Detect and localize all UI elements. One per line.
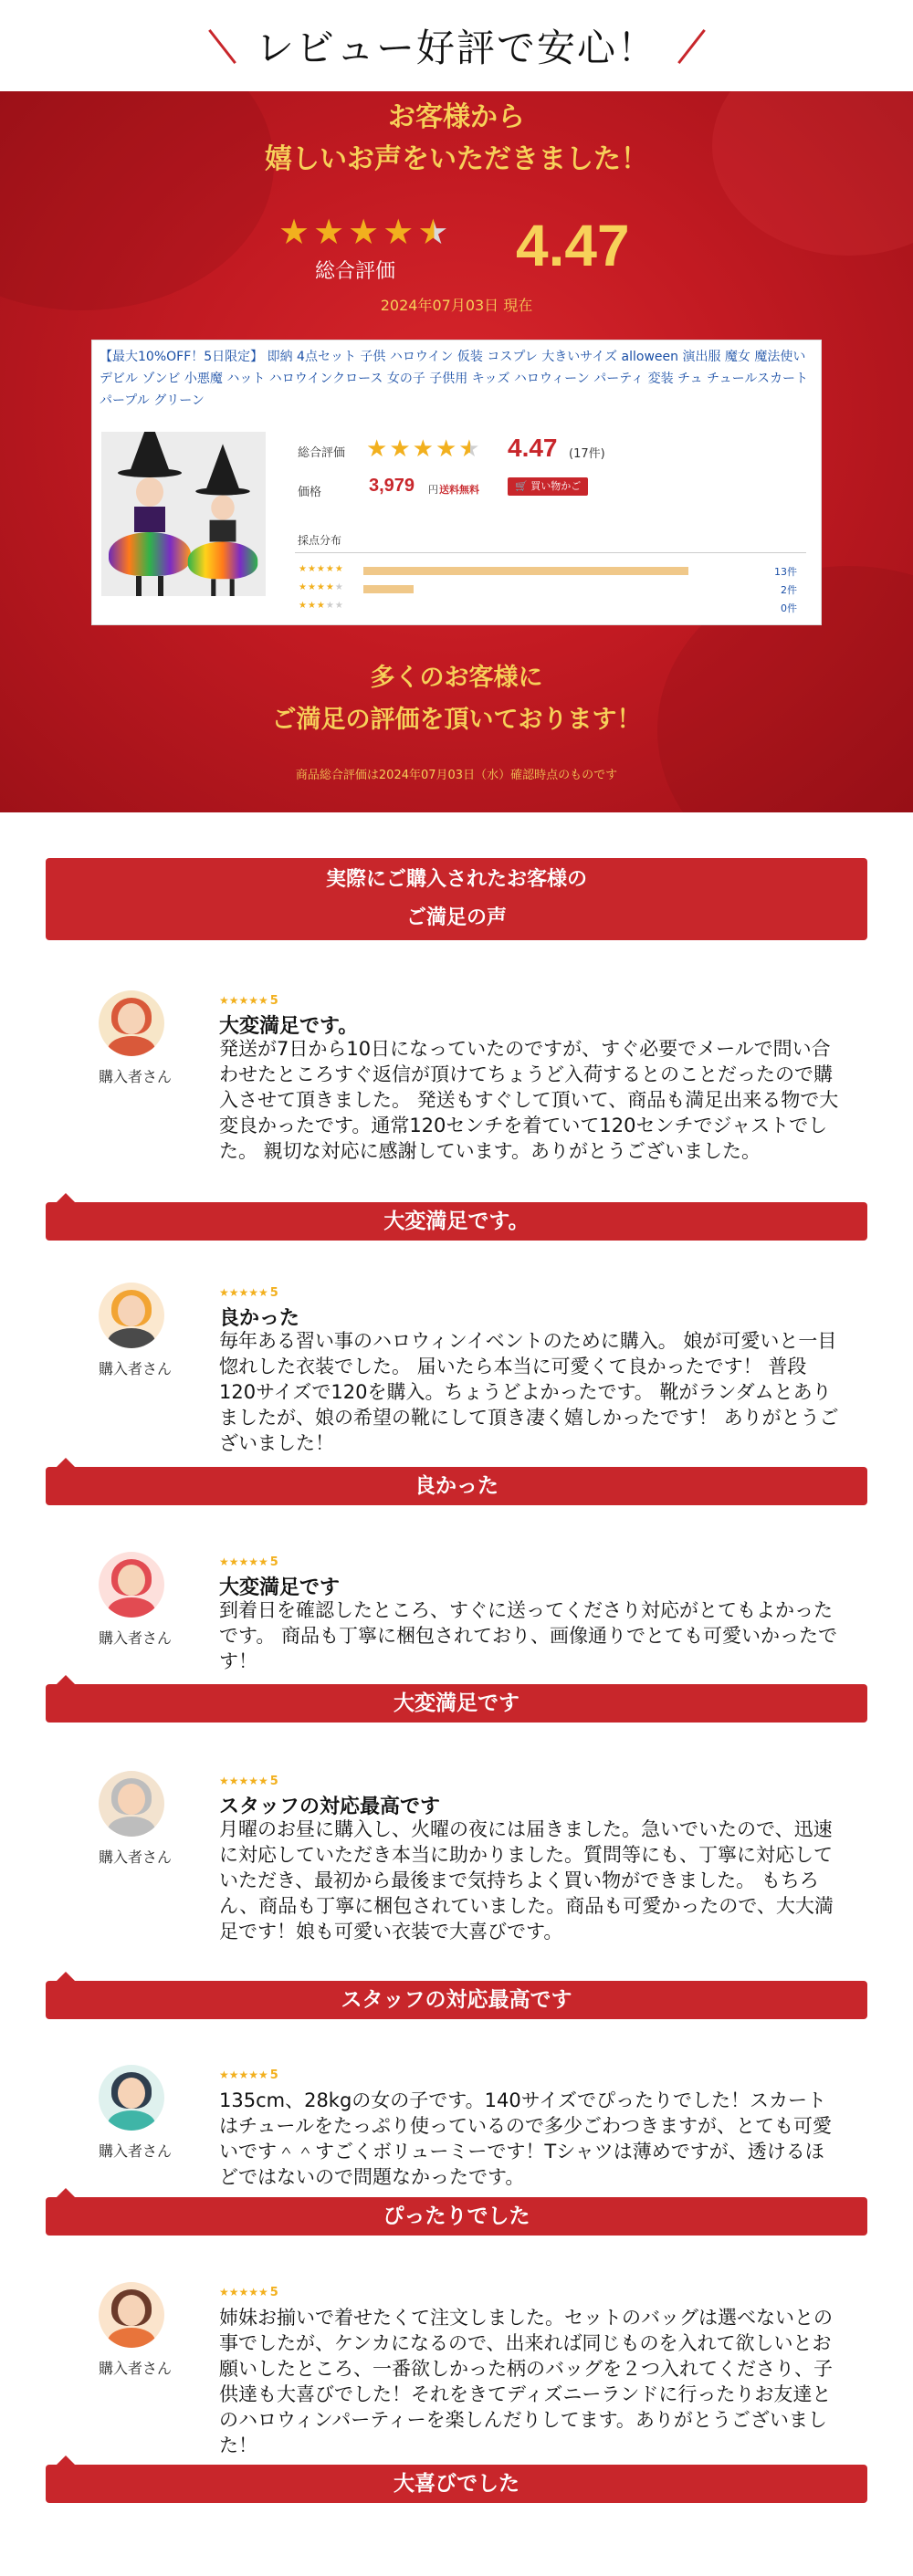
distribution-stars: ★★★★★ bbox=[299, 564, 344, 574]
distribution-count[interactable]: 2件 bbox=[781, 584, 797, 596]
review-summary-banner: 良かった bbox=[46, 1467, 867, 1505]
distribution-count[interactable]: 0件 bbox=[781, 602, 797, 614]
product-title-link[interactable]: 【最大10%OFF！5日限定】 即納 4点セット 子供 ハロウイン 仮装 コスプレ 大きいサイズ alloween 演出服 魔女 魔法使い デビル ゾンビ 小悪魔 ハット ハロウインクロース 女の子 子供用 キッズ ハロウィーン パーティ 変装 チュ チュールスカート パープル グリーン bbox=[100, 350, 808, 408]
star-icon: ★ bbox=[348, 212, 380, 252]
half-star-icon: ★ bbox=[417, 212, 449, 252]
review-body: 発送が7日から10日になっていたのですが、すぐ必要でメールで問い合わせたところすぐ返信が頂けてちょうど入荷するとのことだったので購入させて頂きました。 発送もすぐして頂いて、商品も満足出来る物で大変良かったです。通常120センチを着ていて120センチでジャストでした。 親切な対応に感謝しています。ありがとうございました。 bbox=[219, 1038, 839, 1162]
avatar-icon bbox=[99, 2282, 164, 2348]
section-header bbox=[0, 0, 913, 91]
review-rating-value: 5 bbox=[269, 1555, 278, 1569]
intro-line-1: 実際にご購入されたお客様の bbox=[325, 868, 587, 891]
overall-rating-stars bbox=[278, 212, 449, 252]
decor-slash-right bbox=[677, 29, 706, 64]
review-rating bbox=[219, 1555, 278, 1569]
review-rating bbox=[219, 994, 278, 1008]
product-rating-value: 4.47 bbox=[508, 434, 558, 462]
star-icon: ★★★★★ bbox=[219, 1286, 268, 1299]
review-rating bbox=[219, 2286, 278, 2299]
hero-line-1: お客様から bbox=[388, 101, 525, 133]
review-rating-value: 5 bbox=[269, 2068, 278, 2082]
review-summary-banner: スタッフの対応最高です bbox=[46, 1981, 867, 2019]
review-body: 月曜のお昼に購入し、火曜の夜には届きました。急いでいたので、迅速に対応していただき本当に助かりました。質問等にも、丁寧に対応していただき、最初から最後まで気持ちよく買い物ができました。 もちろん、商品も丁寧に梱包されていました。商品も可愛かったので、大大満足です！娘も可愛い衣装で大喜びです。 bbox=[219, 1818, 834, 1942]
rating-note: 商品総合評価は2024年07月03日（水）確認時点のものです bbox=[295, 769, 618, 782]
review-body: 到着日を確認したところ、すぐに送ってくださり対応がとてもよかったです。 商品も丁寧に梱包されており、画像通りでとても可愛いかったです！ bbox=[219, 1599, 837, 1672]
product-rating-label: 総合評価 bbox=[298, 446, 346, 460]
rating-hero bbox=[0, 91, 913, 812]
star-icon: ★ bbox=[435, 435, 457, 463]
distribution-count[interactable]: 13件 bbox=[774, 566, 797, 578]
review-body: 135cm、28kgの女の子です。140サイズでぴったりでした！スカートはチュールをたっぷり使っているので多少ごわつきますが、とても可愛いです＾＾すごくボリューミーです！Tシャツは薄めですが、透けるほどではないので問題なかったです。 bbox=[219, 2089, 832, 2188]
review-rating-value: 5 bbox=[269, 1286, 278, 1300]
costume-figure bbox=[109, 432, 191, 596]
intro-line-2: ご満足の声 bbox=[405, 906, 507, 929]
price-label: 価格 bbox=[298, 486, 322, 499]
star-icon: ★★★★★ bbox=[219, 1775, 268, 1787]
distribution-row bbox=[295, 562, 806, 581]
review-summary-banner: ぴったりでした bbox=[46, 2197, 867, 2236]
section-title: レビュー好評で安心！ bbox=[255, 26, 657, 70]
price-value: 3,979 bbox=[369, 476, 415, 496]
distribution-stars: ★★★★★ bbox=[299, 582, 344, 592]
avatar-icon bbox=[99, 1552, 164, 1618]
distribution-row bbox=[295, 599, 806, 617]
distribution-stars: ★★★★★ bbox=[299, 601, 344, 611]
reviewer-name: 購入者さん bbox=[98, 2142, 172, 2160]
hero-sub-line-1: 多くのお客様に bbox=[370, 664, 543, 692]
decor-slash-left bbox=[208, 29, 236, 64]
review-rating bbox=[219, 2068, 278, 2082]
cart-button-label: 買い物かご bbox=[530, 480, 582, 492]
review-rating-value: 5 bbox=[269, 1775, 278, 1788]
review-rating bbox=[219, 1775, 278, 1788]
avatar-icon bbox=[99, 990, 164, 1056]
reviewer-name: 購入者さん bbox=[98, 1360, 172, 1377]
divider bbox=[295, 552, 806, 553]
review-rating-value: 5 bbox=[269, 2286, 278, 2299]
price-currency: 円 bbox=[428, 484, 438, 496]
review-summary-banner: 大変満足です bbox=[46, 1684, 867, 1723]
product-card bbox=[91, 340, 822, 625]
star-icon: ★★★★★ bbox=[219, 2068, 268, 2081]
product-rating-count[interactable]: (17件) bbox=[569, 447, 605, 461]
review-title: 大変満足です bbox=[219, 1576, 341, 1599]
free-shipping-badge: 送料無料 bbox=[439, 484, 479, 496]
star-icon: ★ bbox=[412, 435, 434, 463]
avatar-icon bbox=[99, 2065, 164, 2131]
review-body: 毎年ある習い事のハロウィンイベントのために購入。 娘が可愛いと一目惚れした衣装でした。 届いたら本当に可愛くて良かったです！ 普段120サイズで120を購入。ちょうどよかったです。 靴がランダムとありましたが、娘の希望の靴にして頂き凄く嬉しかったです！ ありがとうございました！ bbox=[219, 1330, 839, 1454]
review-title: 大変満足です。 bbox=[219, 1015, 359, 1038]
star-icon: ★ bbox=[313, 212, 345, 252]
product-rating-stars bbox=[366, 436, 480, 462]
review-title: 良かった bbox=[219, 1307, 300, 1330]
star-icon: ★★★★★ bbox=[219, 2286, 268, 2299]
reviewer-name: 購入者さん bbox=[98, 2360, 172, 2377]
overall-rating-value: 4.47 bbox=[516, 213, 630, 278]
distribution-label: 採点分布 bbox=[298, 534, 342, 547]
star-icon: ★ bbox=[278, 212, 310, 252]
reviewer-name: 購入者さん bbox=[98, 1068, 172, 1085]
reviewer-name: 購入者さん bbox=[98, 1629, 172, 1647]
review-summary-banner: 大喜びでした bbox=[46, 2465, 867, 2503]
costume-figure bbox=[188, 444, 258, 596]
distribution-bar bbox=[363, 585, 414, 593]
reviews-intro-banner bbox=[46, 858, 867, 940]
hero-line-2: 嬉しいお声をいただきました！ bbox=[265, 143, 648, 175]
review-summary-banner: 大変満足です。 bbox=[46, 1202, 867, 1241]
review-body: 姉妹お揃いで着せたくて注文しました。セットのバッグは選べないとの事でしたが、ケンカになるので、出来れば同じものを入れて欲しいとお願いしたところ、一番欲しかった柄のバッグを２つ入れてくださり、子供達も大喜びでした！それをきてディズニーランドに行ったりお友達とのハロウィンパーティーを楽しんだりしてます。ありがとうございました！ bbox=[219, 2307, 833, 2456]
half-star-icon: ★ bbox=[458, 435, 480, 463]
avatar-icon bbox=[99, 1771, 164, 1837]
add-to-cart-button[interactable] bbox=[508, 477, 588, 496]
star-icon: ★ bbox=[383, 212, 415, 252]
cart-icon: 🛒 bbox=[515, 480, 528, 492]
distribution-bar bbox=[363, 567, 688, 575]
overall-rating-label: 総合評価 bbox=[315, 260, 396, 283]
star-icon: ★ bbox=[366, 435, 388, 463]
hero-sub-line-2: ご満足の評価を頂いております！ bbox=[271, 706, 642, 734]
avatar-icon bbox=[99, 1283, 164, 1348]
reviewer-name: 購入者さん bbox=[98, 1848, 172, 1866]
distribution-row bbox=[295, 581, 806, 599]
review-rating-value: 5 bbox=[269, 994, 278, 1008]
star-icon: ★★★★★ bbox=[219, 1555, 268, 1568]
review-rating bbox=[219, 1286, 278, 1300]
star-icon: ★ bbox=[389, 435, 411, 463]
rating-date: 2024年07月03日 現在 bbox=[380, 297, 533, 314]
product-image[interactable] bbox=[101, 432, 266, 596]
star-icon: ★★★★★ bbox=[219, 994, 268, 1007]
review-title: スタッフの対応最高です bbox=[219, 1796, 441, 1818]
